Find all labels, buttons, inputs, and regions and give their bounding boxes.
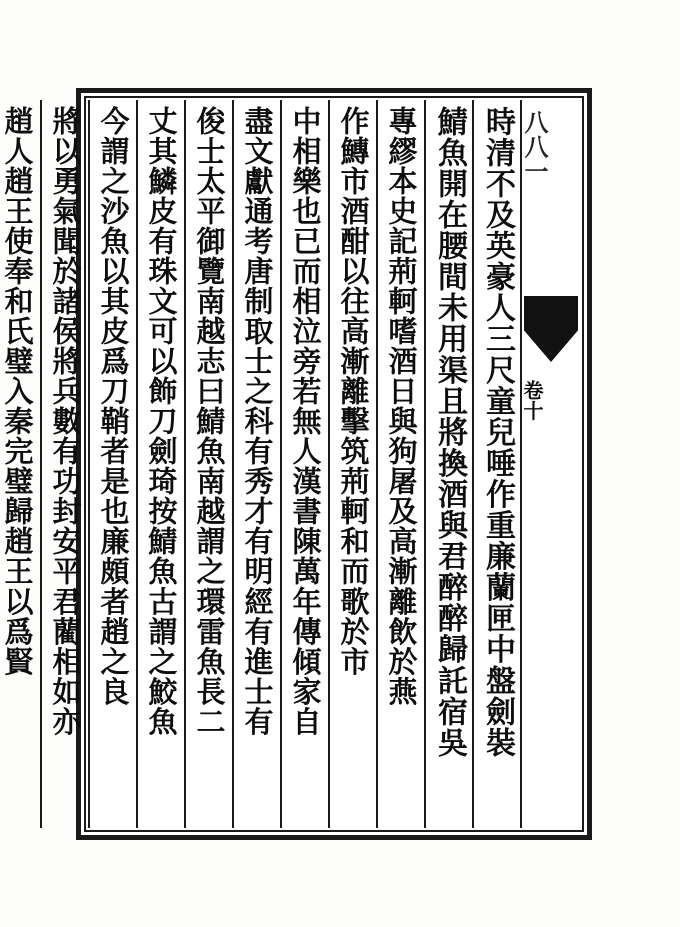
- column-text: 今謂之沙魚以其皮爲刀鞘者是也廉頗者趙之良: [96, 106, 131, 707]
- text-column-1: [472, 100, 520, 828]
- text-column-container: [0, 100, 580, 828]
- column-text: 盡文獻通考唐制取士之科有秀才有明經有進士有: [240, 106, 275, 737]
- text-column-10: [40, 100, 88, 828]
- text-column-11: [0, 100, 40, 828]
- column-text: 俊士太平御覽南越志曰鯖魚南越謂之環雷魚長二: [192, 106, 227, 737]
- banner-volume-text: 卷十: [520, 380, 544, 421]
- column-text: 丈其鱗皮有珠文可以飾刀劍琦按鯖魚古謂之鮫魚: [144, 106, 179, 737]
- banner-top-text: 八八一: [520, 110, 549, 184]
- text-column-3: [376, 100, 424, 828]
- text-column-2: [424, 100, 472, 828]
- text-column-8: [136, 100, 184, 828]
- text-column-5: [280, 100, 328, 828]
- banner-top-mark: [522, 110, 580, 183]
- column-text: 時清不及英豪人三尺童兒唾作重廉蘭匣中盤劍裝: [480, 106, 515, 759]
- page-banner-column: [520, 100, 580, 828]
- column-text: 專繆本史記荊軻嗜酒日與狗屠及高漸離飲於燕: [384, 106, 419, 707]
- text-column-4: [328, 100, 376, 828]
- banner-volume-label: [522, 380, 580, 421]
- column-text: 趙人趙王使奉和氏璧入秦完璧歸趙王以爲賢: [0, 106, 35, 677]
- column-text: 將以勇氣聞於諸侯將兵數有功封安平君藺相如亦: [48, 106, 83, 737]
- text-column-9: [88, 100, 136, 828]
- column-text: 中相樂也已而相泣旁若無人漢書陳萬年傳傾家自: [288, 106, 323, 737]
- fishtail-icon: [524, 296, 578, 362]
- text-column-6: [232, 100, 280, 828]
- page-border-outer: [0, 88, 592, 840]
- column-text: 鯖魚開在腰間未用渠且將換酒與君醉醉歸託宿吳: [432, 106, 467, 759]
- column-text: 作鱄市酒酣以往高漸離擊筑荊軻和而歌於市: [336, 106, 371, 677]
- text-column-7: [184, 100, 232, 828]
